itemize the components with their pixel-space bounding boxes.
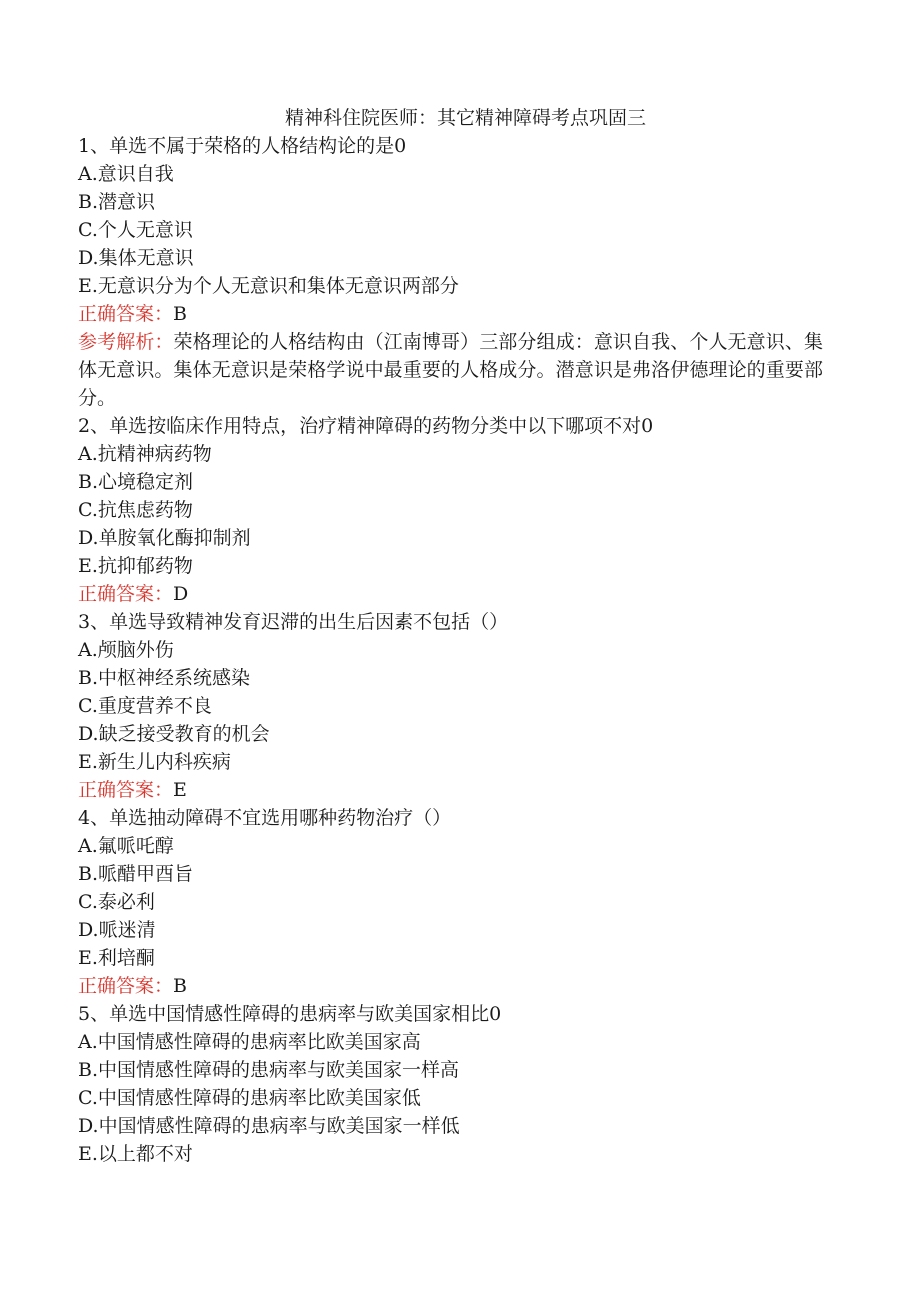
option-c: C.抗焦虑药物 <box>78 499 193 521</box>
answer-line <box>78 972 823 1000</box>
option-a: A.中国情感性障碍的患病率比欧美国家高 <box>78 1031 421 1053</box>
option-d: D.单胺氧化酶抑制剂 <box>78 527 251 549</box>
option-d: D.中国情感性障碍的患病率与欧美国家一样低 <box>78 1115 460 1137</box>
option-b: B.心境稳定剂 <box>78 471 194 493</box>
question-4 <box>78 804 823 1000</box>
answer-label: 正确答案： <box>78 779 174 801</box>
question-3 <box>78 608 823 804</box>
option-e: E.以上都不对 <box>78 1143 193 1165</box>
option-a: A.氟哌吒醇 <box>78 835 174 857</box>
analysis-label: 参考解析： <box>78 331 174 353</box>
answer-value: B <box>173 303 187 325</box>
page-title: 精神科住院医师：其它精神障碍考点巩固三 <box>284 107 646 129</box>
analysis-paragraph <box>78 328 823 412</box>
document-page <box>78 104 823 1168</box>
option-a: A.颅脑外伤 <box>78 639 174 661</box>
option-e: E.利培酮 <box>78 947 155 969</box>
option-d: D.哌迷清 <box>78 919 156 941</box>
option-b: B.哌醋甲酉旨 <box>78 863 194 885</box>
question-stem: 2、单选按临床作用特点，治疗精神障碍的药物分类中以下哪项不对0 <box>78 415 654 437</box>
option-e: E.新生儿内科疾病 <box>78 751 231 773</box>
question-stem: 3、单选导致精神发育迟滞的出生后因素不包括（） <box>78 611 509 633</box>
answer-label: 正确答案： <box>78 975 174 997</box>
question-5 <box>78 1000 823 1168</box>
option-d: D.缺乏接受教育的机会 <box>78 723 270 745</box>
question-stem: 5、单选中国情感性障碍的患病率与欧美国家相比0 <box>78 1003 502 1025</box>
answer-line <box>78 300 823 328</box>
option-c: C.个人无意识 <box>78 219 193 241</box>
question-2 <box>78 412 823 608</box>
analysis-text: 荣格理论的人格结构由（江南博哥）三部分组成：意识自我、个人无意识、集体无意识。集体无意识是荣格学说中最重要的人格成分。潜意识是弗洛伊德理论的重要部分。 <box>78 331 823 409</box>
option-d: D.集体无意识 <box>78 247 194 269</box>
answer-line <box>78 776 823 804</box>
question-stem: 1、单选不属于荣格的人格结构论的是0 <box>78 135 407 157</box>
answer-value: E <box>173 779 187 801</box>
question-1 <box>78 132 823 412</box>
option-a: A.意识自我 <box>78 163 174 185</box>
answer-label: 正确答案： <box>78 583 174 605</box>
question-stem: 4、单选抽动障碍不宜选用哪种药物治疗（） <box>78 807 452 829</box>
answer-value: D <box>173 583 189 605</box>
option-b: B.潜意识 <box>78 191 156 213</box>
answer-label: 正确答案： <box>78 303 174 325</box>
answer-value: B <box>173 975 187 997</box>
option-c: C.重度营养不良 <box>78 695 212 717</box>
option-c: C.中国情感性障碍的患病率比欧美国家低 <box>78 1087 421 1109</box>
answer-line <box>78 580 823 608</box>
option-e: E.无意识分为个人无意识和集体无意识两部分 <box>78 275 459 297</box>
option-e: E.抗抑郁药物 <box>78 555 193 577</box>
option-b: B.中国情感性障碍的患病率与欧美国家一样高 <box>78 1059 460 1081</box>
option-c: C.泰必利 <box>78 891 155 913</box>
option-b: B.中枢神经系统感染 <box>78 667 251 689</box>
option-a: A.抗精神病药物 <box>78 443 212 465</box>
